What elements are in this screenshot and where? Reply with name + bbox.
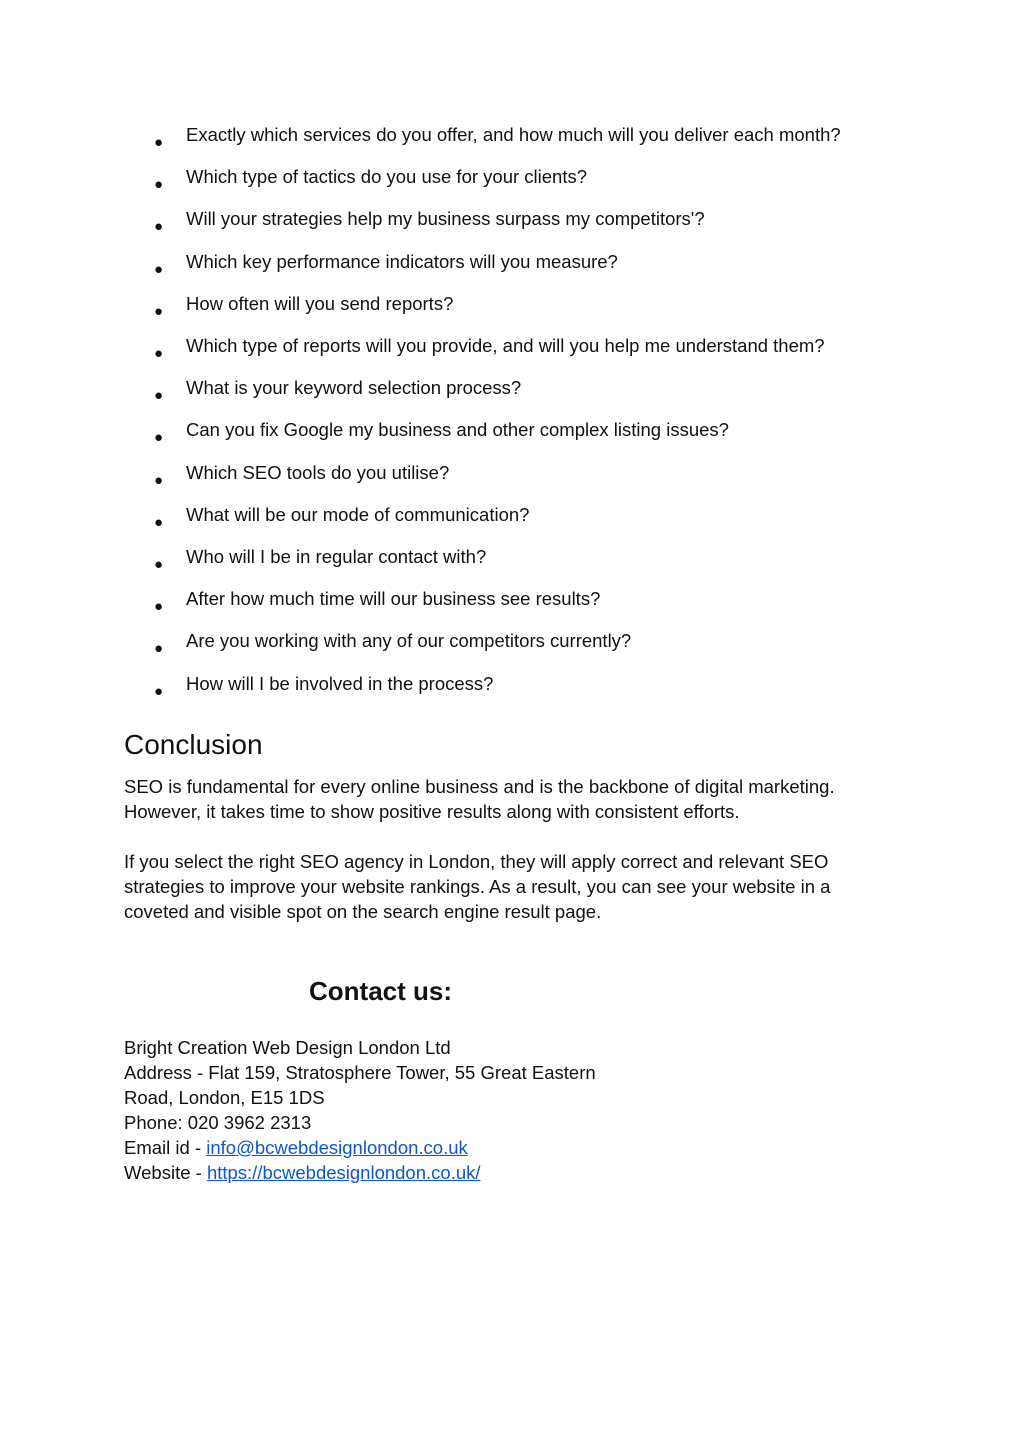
bullet-icon: ●	[154, 471, 164, 489]
question-text: Who will I be in regular contact with?	[186, 545, 487, 567]
question-text: Which type of reports will you provide, and will you help me understand them?	[186, 335, 825, 357]
website-row	[124, 1160, 596, 1185]
list-item	[154, 417, 841, 459]
email-row	[124, 1135, 596, 1160]
conclusion-paragraph-2: If you select the right SEO agency in London, they will apply correct and relevant SEO strategies to improve your website rankings. As a result, you can see your website in a coveted and visible spot on the search engine result page.	[124, 851, 831, 922]
question-text: Which SEO tools do you utilise?	[186, 461, 450, 483]
question-text: Which key performance indicators will you measure?	[186, 250, 618, 272]
list-item	[154, 249, 841, 291]
email-link[interactable]: info@bcwebdesignlondon.co.uk	[206, 1137, 468, 1158]
question-text: After how much time will our business see results?	[186, 588, 601, 610]
bullet-icon: ●	[154, 640, 164, 658]
bullet-icon: ●	[154, 387, 164, 405]
bullet-icon: ●	[154, 260, 164, 278]
question-text: Are you working with any of our competitors currently?	[186, 630, 632, 652]
bullet-icon: ●	[154, 345, 164, 363]
question-text: Exactly which services do you offer, and how much will you deliver each month?	[186, 124, 841, 146]
question-text: How often will you send reports?	[186, 292, 454, 314]
question-text: What will be our mode of communication?	[186, 503, 530, 525]
bullet-icon: ●	[154, 598, 164, 616]
list-item	[154, 333, 841, 375]
list-item	[154, 291, 841, 333]
list-item	[154, 670, 841, 712]
questions-list	[154, 122, 841, 713]
bullet-icon: ●	[154, 218, 164, 236]
list-item	[154, 628, 841, 670]
address-line-1: Address - Flat 159, Stratosphere Tower, 55 Great Eastern	[124, 1062, 596, 1083]
list-item	[154, 164, 841, 206]
list-item	[154, 460, 841, 502]
contact-heading: Contact us:	[309, 976, 452, 1006]
company-name: Bright Creation Web Design London Ltd	[124, 1037, 451, 1058]
conclusion-paragraph-1: SEO is fundamental for every online business and is the backbone of digital marketing. However, it takes time to show positive results along with consistent efforts.	[124, 776, 835, 822]
bullet-icon: ●	[154, 682, 164, 700]
bullet-icon: ●	[154, 134, 164, 152]
bullet-icon: ●	[154, 513, 164, 531]
list-item	[154, 586, 841, 628]
list-item	[154, 122, 841, 164]
question-text: Which type of tactics do you use for your clients?	[186, 166, 588, 188]
list-item	[154, 544, 841, 586]
question-text: Can you fix Google my business and other complex listing issues?	[186, 419, 729, 441]
bullet-icon: ●	[154, 176, 164, 194]
question-text: Will your strategies help my business surpass my competitors'?	[186, 208, 705, 230]
list-item	[154, 502, 841, 544]
conclusion-heading: Conclusion	[124, 729, 263, 760]
question-text: How will I be involved in the process?	[186, 672, 494, 694]
contact-details	[124, 1035, 596, 1185]
bullet-icon: ●	[154, 429, 164, 447]
email-label: Email id -	[124, 1137, 207, 1158]
bullet-icon: ●	[154, 555, 164, 573]
list-item	[154, 206, 841, 248]
website-link[interactable]: https://bcwebdesignlondon.co.uk/	[206, 1162, 481, 1183]
phone-number: Phone: 020 3962 2313	[124, 1112, 312, 1133]
address-line-2: Road, London, E15 1DS	[124, 1087, 325, 1108]
list-item	[154, 375, 841, 417]
bullet-icon: ●	[154, 302, 164, 320]
website-label: Website -	[124, 1162, 207, 1183]
question-text: What is your keyword selection process?	[186, 377, 522, 399]
